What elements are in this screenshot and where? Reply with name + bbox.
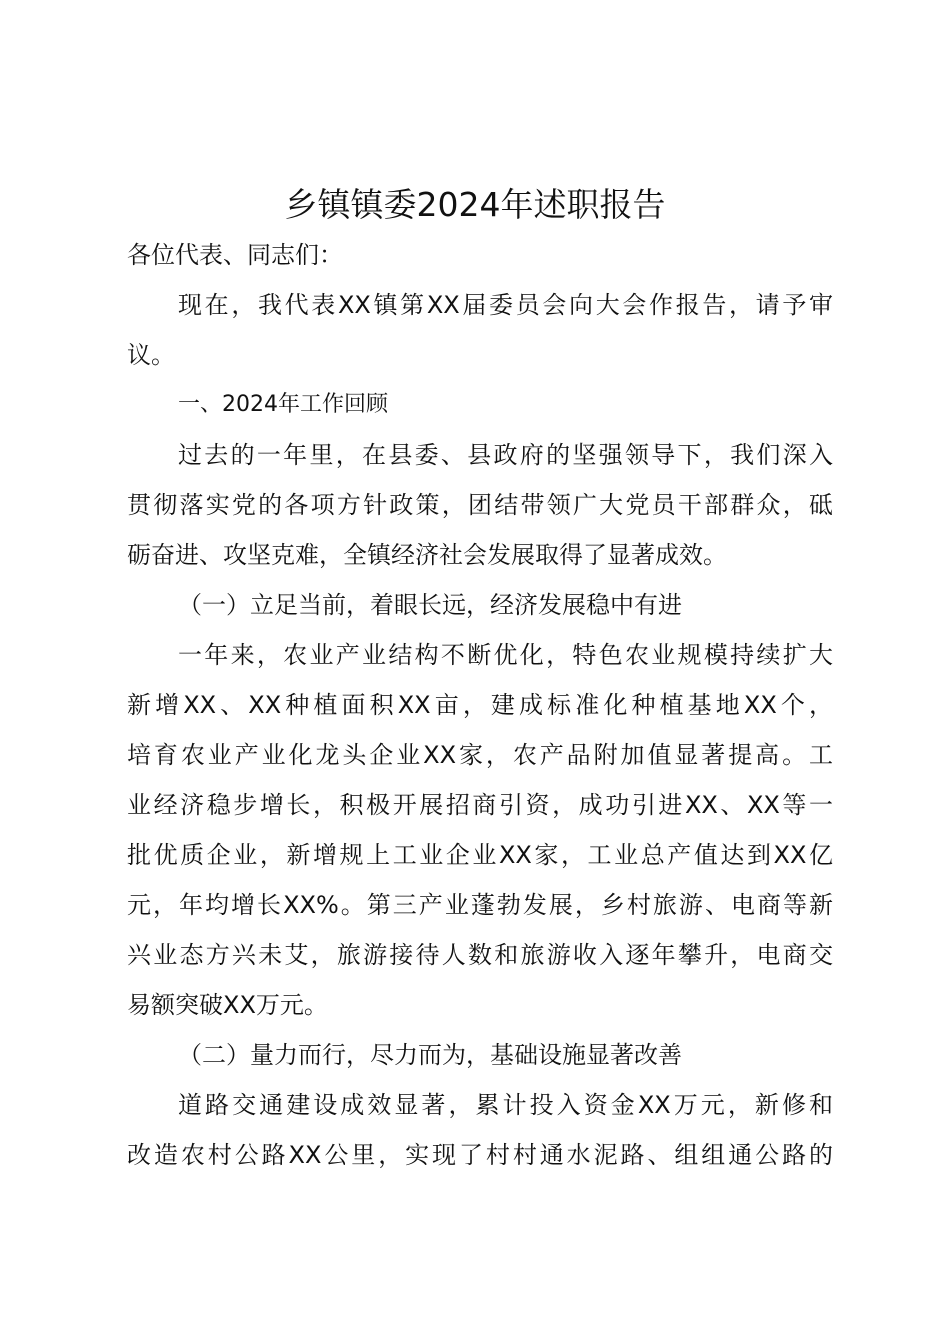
paragraph-line: 兴业态方兴未艾，旅游接待人数和旅游收入逐年攀升，电商交 [127,941,833,969]
paragraph-line: 元，年均增长XX%。第三产业蓬勃发展，乡村旅游、电商等新 [127,891,833,919]
paragraph-line: 新增XX、XX种植面积XX亩，建成标准化种植基地XX个， [127,691,833,719]
section-heading: 一、2024年工作回顾 [178,392,388,417]
paragraph-line: 贯彻落实党的各项方针政策，团结带领广大党员干部群众，砥 [127,491,833,519]
paragraph-line: 一年来，农业产业结构不断优化，特色农业规模持续扩大 [178,641,833,669]
paragraph-line: 现在，我代表XX镇第XX届委员会向大会作报告，请予审 [178,291,833,319]
subsection-heading: （二）量力而行，尽力而为，基础设施显著改善 [178,1041,682,1069]
paragraph-line: 过去的一年里，在县委、县政府的坚强领导下，我们深入 [178,441,833,469]
paragraph-line: 议。 [127,341,175,369]
paragraph-line: 道路交通建设成效显著，累计投入资金XX万元，新修和 [178,1091,833,1119]
document-title: 乡镇镇委2024年述职报告 [284,185,666,224]
salutation: 各位代表、同志们： [127,241,343,269]
paragraph-line: 易额突破XX万元。 [127,991,328,1019]
paragraph-line: 培育农业产业化龙头企业XX家，农产品附加值显著提高。工 [127,741,833,769]
paragraph-line: 业经济稳步增长，积极开展招商引资，成功引进XX、XX等一 [127,791,833,819]
paragraph-line: 批优质企业，新增规上工业企业XX家，工业总产值达到XX亿 [127,841,833,869]
subsection-heading: （一）立足当前，着眼长远，经济发展稳中有进 [178,591,682,619]
paragraph-line: 改造农村公路XX公里，实现了村村通水泥路、组组通公路的 [127,1141,833,1169]
paragraph-line: 砺奋进、攻坚克难，全镇经济社会发展取得了显著成效。 [127,541,727,569]
